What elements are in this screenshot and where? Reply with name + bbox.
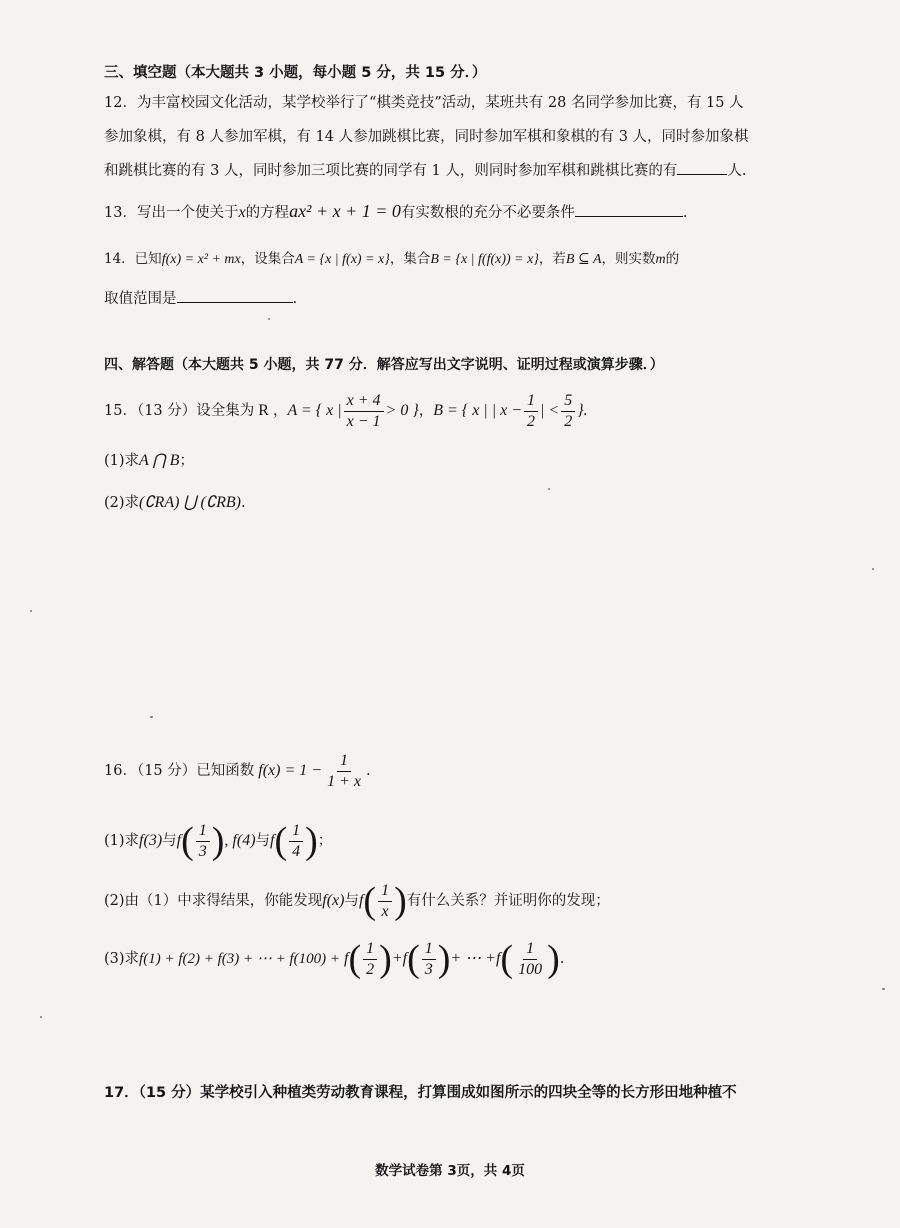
q14-end: .	[292, 291, 298, 307]
q13	[104, 200, 900, 224]
q14-text-f: 的	[665, 251, 680, 267]
page-footer: 数学试卷第 3页，共 4页	[375, 1163, 525, 1179]
q16-p1-num-3: 1	[196, 821, 210, 842]
q16-p1-f-b: f	[270, 832, 275, 849]
q15-set-b-den-2: 2	[564, 412, 573, 430]
q15-set-a-right: > 0 }	[385, 402, 419, 419]
q15-intro: 15．（13 分）设全集为	[104, 403, 255, 419]
scan-speck	[150, 716, 153, 718]
section-4-heading: 四、解答题（本大题共 5 小题，共 77 分．解答应写出文字说明、证明过程或演算步骤．）	[104, 357, 664, 373]
q16-part-3-f-a: f	[344, 950, 349, 967]
q16-p1-f3: f(3)	[139, 832, 163, 849]
q15-part-1-math: A ⋂ B	[139, 452, 180, 469]
q16-part-3-den-c: 100	[518, 960, 543, 978]
q15-part-2-end: .	[240, 495, 246, 511]
q13-text-a: 13．写出一个使关于	[104, 205, 239, 221]
q16-part-3-fraction-c	[515, 939, 545, 980]
q14-var-m: m	[655, 252, 666, 267]
q16-p1-end: ；	[317, 833, 333, 849]
q15-part-1-label: (1)求	[104, 453, 140, 469]
scan-speck	[30, 610, 32, 612]
q15-set-b-left: B = { x | | x −	[433, 402, 522, 419]
q16-part-2-text-a: (2)由（1）中求得结果，你能发现	[104, 893, 323, 909]
q14-subset: B ⊆ A	[565, 252, 602, 267]
q15-universe: R	[258, 402, 269, 419]
q16-p1-num-4: 1	[289, 821, 303, 842]
q12-line-3-end: 人.	[727, 163, 747, 179]
q15-part-1	[104, 450, 900, 472]
q13-text-c: 有实数根的充分不必要条件	[400, 205, 575, 221]
q16-p1-f4: , f(4)	[224, 832, 256, 849]
q14-text-a: 14．已知	[104, 251, 162, 267]
q15-part-2-label: (2)求	[104, 495, 140, 511]
q16-part-3-num-a: 1	[363, 939, 377, 960]
q15-set-b-fraction-2	[561, 391, 575, 432]
q15-set-b-mid: | <	[540, 402, 560, 419]
q16-part-3-dots: + ⋯ +	[450, 950, 496, 967]
q15-set-b-num-1: 1	[524, 391, 538, 412]
q14-text-d: ，若	[538, 251, 566, 267]
q12-line-2: 参加象棋，有 8 人参加军棋，有 14 人参加跳棋比赛，同时参加军棋和象棋的有 3 人，同时参加象棋	[104, 129, 749, 145]
scan-speck	[872, 568, 874, 570]
scan-speck	[548, 488, 550, 490]
q16-part-3-f-b: f	[402, 950, 408, 967]
q15-set-b-right: }.	[577, 402, 588, 419]
q15-set-b-den-1: 2	[527, 412, 535, 430]
q15-part-1-end: ；	[179, 453, 194, 469]
q15-part-2	[104, 492, 900, 514]
q14-text-e: ，则实数	[601, 251, 656, 267]
q14-line-2	[104, 288, 900, 310]
q14-text-c: ，集合	[389, 251, 431, 267]
q16-part-3-end: .	[559, 951, 565, 967]
q16-part-3-num-c: 1	[523, 939, 537, 960]
section-3-heading: 三、填空题（本大题共 3 小题，每小题 5 分，共 15 分．）	[104, 65, 487, 81]
q16-intro: 16．（15 分）已知函数	[104, 763, 255, 779]
q14-func: f(x) = x² + mx	[161, 252, 241, 267]
q12-line-3-text: 和跳棋比赛的有 3 人，同时参加三项比赛的同学有 1 人，则同时参加军棋和跳棋比赛的有	[104, 163, 678, 179]
q14-set-b: B = {x | f(f(x)) = x}	[430, 252, 539, 267]
q16-part-2-text-b: 有什么关系？并证明你的发现；	[406, 893, 610, 909]
q16-part-2-fx: f(x)	[322, 892, 345, 909]
q15-set-a-left: A = { x |	[287, 402, 342, 419]
q16-part-3-label: (3)求	[104, 951, 140, 967]
q16-part-3-den-b: 3	[424, 960, 433, 978]
q15-set-a-fraction	[344, 391, 384, 432]
q16-part-3-den-a: 2	[366, 960, 375, 978]
q14-set-a: A = {x | f(x) = x}	[294, 252, 390, 267]
q17-statement: 17．（15 分）某学校引入种植类劳动教育课程，打算围成如图所示的四块全等的长方形田地种植不	[104, 1085, 737, 1101]
q12-line-1: 12．为丰富校园文化活动，某学校举行了“棋类竞技”活动，某班共有 28 名同学参加比赛，有 15 人	[104, 95, 744, 111]
q16-p1-den-3: 3	[198, 842, 207, 860]
q16-part-2-denominator: x	[381, 902, 389, 920]
q13-var-x: x	[238, 204, 246, 221]
q16-part-2-f: f	[358, 892, 364, 909]
q14-text-b: ，设集合	[240, 251, 295, 267]
scan-speck	[268, 318, 270, 320]
q14-line-2-text: 取值范围是	[104, 291, 177, 307]
q16-p1-f-a: f	[176, 832, 182, 849]
q15-set-a-denominator: x − 1	[346, 412, 381, 430]
q13-answer-blank	[575, 202, 683, 217]
q16-p1-and-1: 与	[162, 833, 177, 849]
scan-speck	[40, 1016, 42, 1018]
q12-line-3	[104, 160, 900, 182]
q16-p1-and-2: 与	[255, 833, 271, 849]
q15-statement: 15．（13 分）设全集为 R ， A = { x | $\frac{x + 4}{x - 1}$ > 0 } ， B = { x | | x − $\frac{1}{2}$ | < $\frac{5}{2}$ }.	[104, 391, 588, 430]
q16-part-2-fraction	[378, 881, 392, 922]
q16-statement	[104, 746, 900, 796]
q16-part-1-label: (1)求	[104, 833, 140, 849]
q14-answer-blank	[177, 288, 293, 303]
q12-answer-blank	[677, 160, 727, 175]
q13-end: .	[682, 205, 688, 221]
q16-func-numerator: 1	[337, 751, 351, 772]
q16-part-2-numerator: 1	[378, 881, 392, 902]
q15-set-a-numerator: x + 4	[344, 391, 384, 412]
q15-set-b-num-2: 5	[561, 391, 575, 412]
scan-speck	[882, 988, 885, 990]
q16-part-3-sum: f(1) + f(2) + f(3) + ⋯ + f(100) +	[139, 951, 341, 967]
q16-part-3-f-c: f	[495, 950, 501, 967]
q16-p1-den-4: 4	[292, 842, 301, 860]
q16-func-left: f(x) = 1 −	[258, 762, 323, 779]
q16-func-fraction	[324, 751, 364, 792]
q16-func-end: .	[365, 763, 371, 779]
q16-part-3-fraction-b	[422, 939, 436, 980]
q15-part-2-math: (∁RA) ⋃ (∁RB)	[139, 494, 241, 511]
q13-text-b: 的方程	[245, 205, 290, 221]
q16-part-3-fraction-a	[363, 939, 377, 980]
q16-part-3: (3)求 f(1) + f(2) + f(3) + ⋯ + f(100) + f ( $\frac{1}{2}$ ) + f ( $\frac{1}{3}$ ) + ⋯ + f ( $\frac{1}{100}$ ) .	[104, 938, 565, 980]
q13-equation: ax² + x + 1 = 0	[289, 201, 401, 221]
q16-part-1: (1)求 f(3) 与 f ( $\frac{1}{3}$ ) , f(4) 与 f ( $\frac{1}{4}$ ) ；	[104, 820, 333, 862]
q15-set-b-fraction-1	[524, 391, 538, 432]
q16-part-2-and: 与	[344, 893, 359, 909]
q16-part-2: (2)由（1）中求得结果，你能发现 f(x) 与 f ( $\frac{1}{x}$ ) 有什么关系？并证明你的发现；	[104, 880, 610, 922]
q16-func-denominator: 1 + x	[327, 772, 361, 790]
q16-part-3-plus: +	[391, 950, 403, 967]
q16-p1-fraction-1-4	[289, 821, 303, 862]
q14-line-1	[104, 248, 900, 271]
q16-part-3-num-b: 1	[422, 939, 436, 960]
q16-p1-fraction-1-3	[196, 821, 210, 862]
